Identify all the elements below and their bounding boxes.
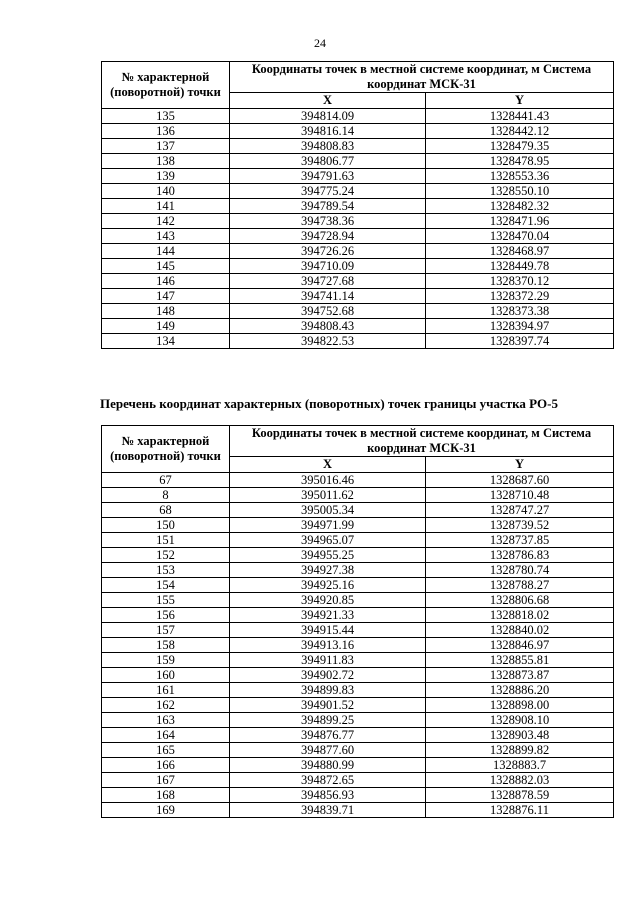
table-row	[102, 154, 614, 169]
point-number-cell: 137	[102, 139, 230, 154]
point-number-cell: 134	[102, 334, 230, 349]
table-row	[102, 184, 614, 199]
table-row	[102, 169, 614, 184]
table-row	[102, 488, 614, 503]
table-row	[102, 638, 614, 653]
x-coordinate-cell: 394899.25	[230, 713, 426, 728]
y-coordinate-cell: 1328710.48	[426, 488, 614, 503]
table-row	[102, 124, 614, 139]
table-row	[102, 274, 614, 289]
point-number-cell: 164	[102, 728, 230, 743]
x-coordinate-cell: 394806.77	[230, 154, 426, 169]
point-number-cell: 136	[102, 124, 230, 139]
x-coordinate-cell: 394913.16	[230, 638, 426, 653]
table-row	[102, 668, 614, 683]
x-coordinate-cell: 394880.99	[230, 758, 426, 773]
y-coordinate-cell: 1328373.38	[426, 304, 614, 319]
table-row	[102, 214, 614, 229]
y-coordinate-cell: 1328468.97	[426, 244, 614, 259]
y-coordinate-cell: 1328442.12	[426, 124, 614, 139]
x-coordinate-cell: 394789.54	[230, 199, 426, 214]
x-coordinate-cell: 394876.77	[230, 728, 426, 743]
point-number-cell: 156	[102, 608, 230, 623]
point-number-cell: 160	[102, 668, 230, 683]
page-number: 24	[314, 36, 326, 50]
point-number-header: № характерной (поворотной) точки	[102, 426, 230, 473]
x-coordinate-cell: 394965.07	[230, 533, 426, 548]
y-coordinate-cell: 1328786.83	[426, 548, 614, 563]
y-coordinate-cell: 1328898.00	[426, 698, 614, 713]
y-coordinate-cell: 1328873.87	[426, 668, 614, 683]
y-header: Y	[426, 93, 614, 109]
x-coordinate-cell: 394971.99	[230, 518, 426, 533]
point-number-cell: 157	[102, 623, 230, 638]
table-row	[102, 319, 614, 334]
y-coordinate-cell: 1328747.27	[426, 503, 614, 518]
x-header: X	[230, 93, 426, 109]
y-coordinate-cell: 1328478.95	[426, 154, 614, 169]
point-number-cell: 149	[102, 319, 230, 334]
y-coordinate-cell: 1328441.43	[426, 109, 614, 124]
x-coordinate-cell: 394839.71	[230, 803, 426, 818]
point-number-cell: 161	[102, 683, 230, 698]
point-number-cell: 169	[102, 803, 230, 818]
point-number-cell: 139	[102, 169, 230, 184]
point-number-cell: 68	[102, 503, 230, 518]
point-number-header: № характерной (поворотной) точки	[102, 62, 230, 109]
y-coordinate-cell: 1328876.11	[426, 803, 614, 818]
table-row	[102, 698, 614, 713]
table-row	[102, 503, 614, 518]
x-coordinate-cell: 394921.33	[230, 608, 426, 623]
x-coordinate-cell: 394899.83	[230, 683, 426, 698]
y-coordinate-cell: 1328687.60	[426, 473, 614, 488]
y-coordinate-cell: 1328370.12	[426, 274, 614, 289]
x-coordinate-cell: 394775.24	[230, 184, 426, 199]
point-number-cell: 168	[102, 788, 230, 803]
table-body	[102, 473, 614, 818]
x-coordinate-cell: 394911.83	[230, 653, 426, 668]
table-row	[102, 518, 614, 533]
section-title: Перечень координат характерных (поворотных) точек границы участка РО-5	[100, 396, 558, 411]
y-coordinate-cell: 1328550.10	[426, 184, 614, 199]
point-number-cell: 147	[102, 289, 230, 304]
y-coordinate-cell: 1328394.97	[426, 319, 614, 334]
table-row	[102, 473, 614, 488]
point-number-cell: 162	[102, 698, 230, 713]
x-coordinate-cell: 394791.63	[230, 169, 426, 184]
table-row	[102, 244, 614, 259]
point-number-cell: 165	[102, 743, 230, 758]
x-coordinate-cell: 394915.44	[230, 623, 426, 638]
x-coordinate-cell: 394955.25	[230, 548, 426, 563]
y-coordinate-cell: 1328737.85	[426, 533, 614, 548]
point-number-cell: 159	[102, 653, 230, 668]
x-header: X	[230, 457, 426, 473]
y-coordinate-cell: 1328882.03	[426, 773, 614, 788]
y-coordinate-cell: 1328855.81	[426, 653, 614, 668]
table-row	[102, 653, 614, 668]
point-number-cell: 158	[102, 638, 230, 653]
table-row	[102, 593, 614, 608]
table-body	[102, 109, 614, 349]
table-row	[102, 289, 614, 304]
y-coordinate-cell: 1328899.82	[426, 743, 614, 758]
table-row	[102, 683, 614, 698]
y-coordinate-cell: 1328449.78	[426, 259, 614, 274]
x-coordinate-cell: 394902.72	[230, 668, 426, 683]
coordinates-table-2	[101, 425, 614, 818]
y-coordinate-cell: 1328840.02	[426, 623, 614, 638]
table-row	[102, 139, 614, 154]
x-coordinate-cell: 394822.53	[230, 334, 426, 349]
table-row	[102, 199, 614, 214]
y-coordinate-cell: 1328470.04	[426, 229, 614, 244]
y-coordinate-cell: 1328908.10	[426, 713, 614, 728]
table-row	[102, 728, 614, 743]
y-coordinate-cell: 1328479.35	[426, 139, 614, 154]
x-coordinate-cell: 394856.93	[230, 788, 426, 803]
y-coordinate-cell: 1328553.36	[426, 169, 614, 184]
point-number-cell: 144	[102, 244, 230, 259]
x-coordinate-cell: 394741.14	[230, 289, 426, 304]
table-row	[102, 743, 614, 758]
y-coordinate-cell: 1328806.68	[426, 593, 614, 608]
x-coordinate-cell: 394738.36	[230, 214, 426, 229]
point-number-cell: 166	[102, 758, 230, 773]
x-coordinate-cell: 394808.43	[230, 319, 426, 334]
x-coordinate-cell: 394752.68	[230, 304, 426, 319]
y-coordinate-cell: 1328482.32	[426, 199, 614, 214]
x-coordinate-cell: 395005.34	[230, 503, 426, 518]
point-number-cell: 143	[102, 229, 230, 244]
table-row	[102, 773, 614, 788]
x-coordinate-cell: 394901.52	[230, 698, 426, 713]
point-number-cell: 140	[102, 184, 230, 199]
x-coordinate-cell: 394727.68	[230, 274, 426, 289]
point-number-cell: 163	[102, 713, 230, 728]
y-coordinate-cell: 1328878.59	[426, 788, 614, 803]
y-coordinate-cell: 1328903.48	[426, 728, 614, 743]
x-coordinate-cell: 394872.65	[230, 773, 426, 788]
point-number-cell: 153	[102, 563, 230, 578]
point-number-cell: 167	[102, 773, 230, 788]
point-number-cell: 152	[102, 548, 230, 563]
table-row	[102, 229, 614, 244]
x-coordinate-cell: 394927.38	[230, 563, 426, 578]
y-coordinate-cell: 1328883.7	[426, 758, 614, 773]
y-coordinate-cell: 1328788.27	[426, 578, 614, 593]
point-number-cell: 150	[102, 518, 230, 533]
x-coordinate-cell: 394710.09	[230, 259, 426, 274]
y-coordinate-cell: 1328739.52	[426, 518, 614, 533]
table-row	[102, 259, 614, 274]
point-number-cell: 141	[102, 199, 230, 214]
point-number-cell: 8	[102, 488, 230, 503]
coordinates-header: Координаты точек в местной системе координат, м Система координат МСК-31	[230, 62, 614, 93]
y-header: Y	[426, 457, 614, 473]
table-row	[102, 788, 614, 803]
table-row	[102, 803, 614, 818]
x-coordinate-cell: 395011.62	[230, 488, 426, 503]
point-number-cell: 146	[102, 274, 230, 289]
table-row	[102, 623, 614, 638]
y-coordinate-cell: 1328780.74	[426, 563, 614, 578]
point-number-cell: 67	[102, 473, 230, 488]
x-coordinate-cell: 394808.83	[230, 139, 426, 154]
table-row	[102, 334, 614, 349]
table-row	[102, 548, 614, 563]
point-number-cell: 148	[102, 304, 230, 319]
table-row	[102, 608, 614, 623]
y-coordinate-cell: 1328372.29	[426, 289, 614, 304]
table-row	[102, 713, 614, 728]
point-number-cell: 135	[102, 109, 230, 124]
table-row	[102, 533, 614, 548]
x-coordinate-cell: 395016.46	[230, 473, 426, 488]
x-coordinate-cell: 394728.94	[230, 229, 426, 244]
y-coordinate-cell: 1328471.96	[426, 214, 614, 229]
coordinates-table-1	[101, 61, 614, 349]
x-coordinate-cell: 394925.16	[230, 578, 426, 593]
x-coordinate-cell: 394877.60	[230, 743, 426, 758]
table-row	[102, 109, 614, 124]
y-coordinate-cell: 1328846.97	[426, 638, 614, 653]
point-number-cell: 151	[102, 533, 230, 548]
point-number-cell: 142	[102, 214, 230, 229]
coordinates-header: Координаты точек в местной системе координат, м Система координат МСК-31	[230, 426, 614, 457]
point-number-cell: 155	[102, 593, 230, 608]
y-coordinate-cell: 1328397.74	[426, 334, 614, 349]
x-coordinate-cell: 394814.09	[230, 109, 426, 124]
point-number-cell: 145	[102, 259, 230, 274]
table-row	[102, 563, 614, 578]
x-coordinate-cell: 394816.14	[230, 124, 426, 139]
table-row	[102, 304, 614, 319]
x-coordinate-cell: 394920.85	[230, 593, 426, 608]
y-coordinate-cell: 1328886.20	[426, 683, 614, 698]
table-row	[102, 578, 614, 593]
point-number-cell: 138	[102, 154, 230, 169]
x-coordinate-cell: 394726.26	[230, 244, 426, 259]
y-coordinate-cell: 1328818.02	[426, 608, 614, 623]
point-number-cell: 154	[102, 578, 230, 593]
table-row	[102, 758, 614, 773]
